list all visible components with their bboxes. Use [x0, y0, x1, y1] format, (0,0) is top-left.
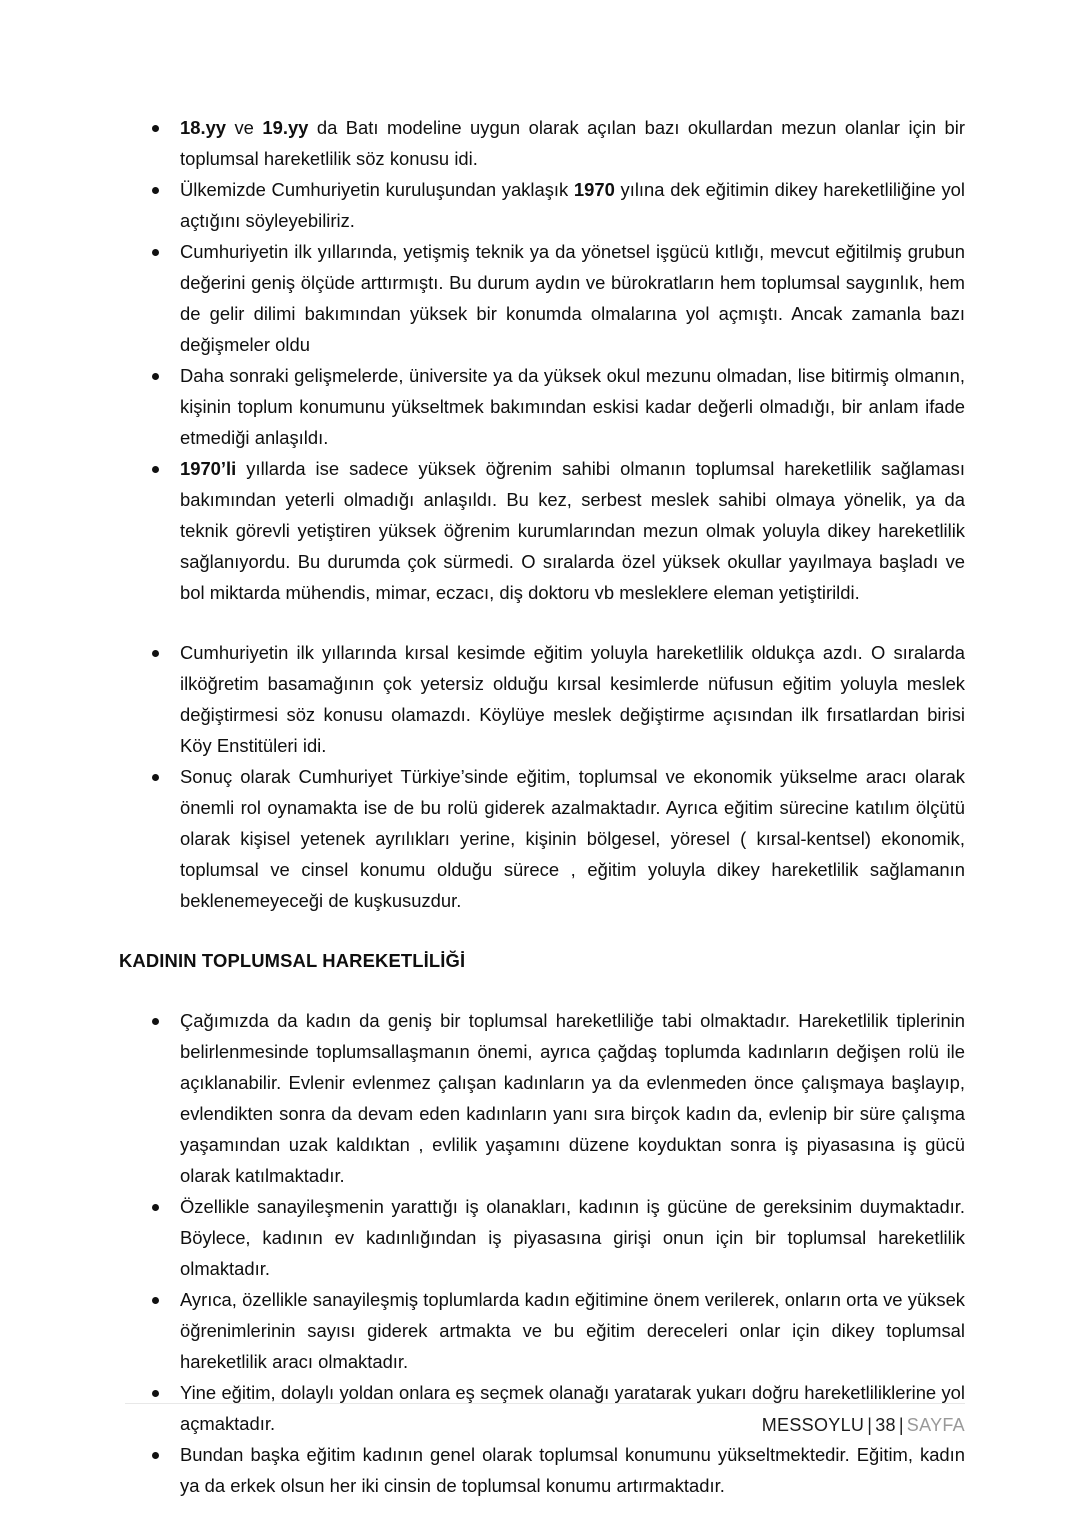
list-item-text: 1970’li yıllarda ise sadece yüksek öğrenim sahibi olmanın toplumsal hareketlilik sağlaması bakımından yeterli olmadığı anlaşıldı. Bu kez, serbest meslek sahibi olmaya yönelik, ya da teknik görevli yetiştiren yüksek öğrenim kurumlarından mezun olmak yoluyla dikey hareketlilik sağlanıyordu. Bu durumda çok sürmedi. O sıralarda özel yüksek okullar yayılmaya başladı ve bol miktarda mühendis, mimar, eczacı, diş doktoru vb mesleklere eleman yetiştirildi. [180, 458, 965, 603]
list-item-text: Cumhuriyetin ilk yıllarında, yetişmiş teknik ya da yönetsel işgücü kıtlığı, mevcut eğitilmiş grubun değerini geniş ölçüde arttırmıştı. Bu durum aydın ve bürokratların hem toplumsal saygınlık, hem de gelir dilimi bakımından yüksek bir konumda olmalarına yol açmıştı. Ancak zamanla bazı değişmeler oldu [180, 241, 965, 355]
list-item-text: Bundan başka eğitim kadının genel olarak toplumsal konumunu yükseltmektedir. Eğitim, kadın ya da erkek olsun her iki cinsin de toplumsal konumu artırmaktadır. [180, 1444, 965, 1496]
footer-separator-2: | [898, 1415, 904, 1435]
list-item-text: Yine eğitim, dolaylı yoldan onlara eş seçmek olanağı yaratarak yukarı doğru hareketliliklerine yol açmaktadır. [180, 1382, 965, 1434]
heading-spacer-before [119, 916, 965, 945]
footer-label: SAYFA [906, 1415, 965, 1435]
list-item [119, 174, 965, 236]
list-item [119, 112, 965, 174]
list-item [119, 1439, 965, 1501]
footer-divider [125, 1403, 965, 1404]
list-item [119, 1284, 965, 1377]
list-item [119, 761, 965, 916]
footer-author: MESSOYLU [761, 1415, 865, 1435]
section-heading: KADININ TOPLUMSAL HAREKETLİLİĞİ [119, 950, 466, 971]
list-item-text: Ayrıca, özellikle sanayileşmiş toplumlarda kadın eğitimine önem verilerek, onların orta ve yüksek öğrenimlerinin sayısı giderek artmakta ve bu eğitim dereceleri onlar için dikey toplumsal hareketlilik aracı olmaktadır. [180, 1289, 965, 1372]
list-item [119, 236, 965, 360]
list-item-text: Sonuç olarak Cumhuriyet Türkiye’sinde eğitim, toplumsal ve ekonomik yükselme aracı olarak önemli rol oynamakta ise de bu rolü giderek azalmaktadır. Ayrıca eğitim sürecine katılım ölçütü olarak kişisel yetenek ayrılıkları yerine, kişinin bölgesel, yöresel ( kırsal-kentsel) ekonomik, toplumsal ve cinsel konumu olduğu sürece , eğitim yoluyla dikey hareketlilik sağlamanın beklenemeyeceği de kuşkusuzdur. [180, 766, 965, 911]
list-item-text: Özellikle sanayileşmenin yarattığı iş olanakları, kadının iş gücüne de gereksinim duymaktadır. Böylece, kadının ev kadınlığından iş piyasasına girişi onun için bir toplumsal hareketlilik olmaktadır. [180, 1196, 965, 1279]
footer-separator-1: | [867, 1415, 873, 1435]
list-item [119, 1005, 965, 1191]
list-item-text: Daha sonraki gelişmelerde, üniversite ya da yüksek okul mezunu olmadan, lise bitirmiş olmanın, kişinin toplum konumunu yükseltmek bakımından eskisi kadar değerli olmadığı, bir anlam ifade etmediği anlaşıldı. [180, 365, 965, 448]
page-footer [125, 1412, 965, 1438]
list-item [119, 453, 965, 608]
page-content [119, 112, 965, 1501]
list-item [119, 360, 965, 453]
paragraph-spacer [119, 608, 965, 637]
heading-spacer-after [119, 976, 965, 1005]
list-item [119, 1191, 965, 1284]
bullet-list-group-two [119, 637, 965, 916]
list-item-text: 18.yy ve 19.yy da Batı modeline uygun olarak açılan bazı okullardan mezun olanlar için bir toplumsal hareketlilik söz konusu idi. [180, 117, 965, 169]
footer-page-number: 38 [875, 1415, 896, 1435]
list-item-text: Çağımızda da kadın da geniş bir toplumsal hareketliliğe tabi olmaktadır. Hareketlilik tiplerinin belirlenmesinde toplumsallaşmanın önemi, ayrıca çağdaş toplumda kadınların değişen rolü ile açıklanabilir. Evlenir evlenmez çalışan kadınların ya da evlenmeden önce çalışmaya başlayıp, evlendikten sonra da devam eden kadınların yanı sıra birçok kadın da, evlenip bir süre çalışma yaşamından uzak kaldıktan , evlilik yaşamını düzene koyduktan sonra iş piyasasına iş gücü olarak katılmaktadır. [180, 1010, 965, 1186]
list-item-text: Cumhuriyetin ilk yıllarında kırsal kesimde eğitim yoluyla hareketlilik oldukça azdı. O sıralarda ilköğretim basamağının çok yetersiz olduğu kırsal kesimlerde nüfusun eğitim yoluyla meslek değiştirmesi söz konusu olamazdı. Köylüye meslek değiştirme açısından ilk fırsatlardan birisi Köy Enstitüleri idi. [180, 642, 965, 756]
list-item-text: Ülkemizde Cumhuriyetin kuruluşundan yaklaşık 1970 yılına dek eğitimin dikey hareketliliğine yol açtığını söyleyebiliriz. [180, 179, 965, 231]
bullet-list-group-one [119, 112, 965, 608]
list-item [119, 637, 965, 761]
